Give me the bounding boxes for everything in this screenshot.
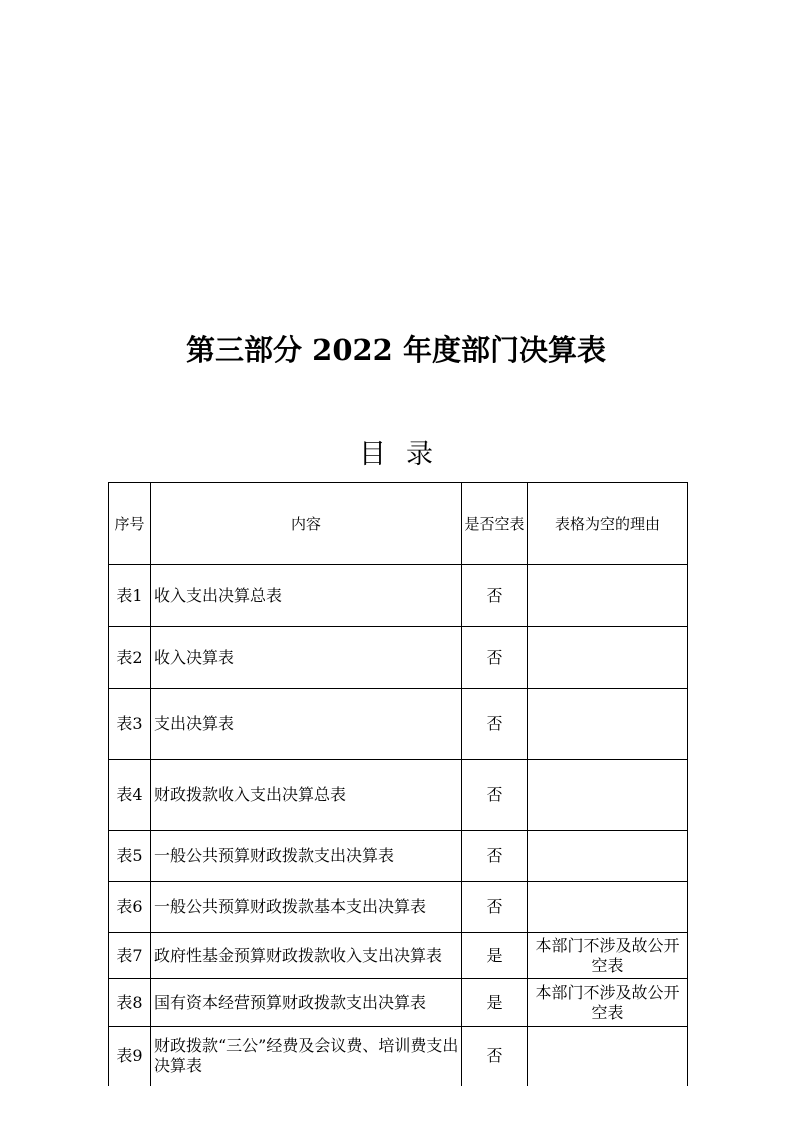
row-is-empty: 否 xyxy=(462,689,528,760)
toc-table xyxy=(108,482,688,1086)
row-no: 表5 xyxy=(109,831,151,882)
row-no: 表7 xyxy=(109,933,151,979)
row-reason xyxy=(528,882,688,933)
row-content: 政府性基金预算财政拨款收入支出决算表 xyxy=(151,933,462,979)
row-no: 表6 xyxy=(109,882,151,933)
row-reason xyxy=(528,565,688,627)
header-no: 序号 xyxy=(109,483,151,565)
row-content: 一般公共预算财政拨款支出决算表 xyxy=(151,831,462,882)
part-title: 第三部分 2022 年度部门决算表 xyxy=(186,333,606,367)
row-content: 支出决算表 xyxy=(151,689,462,760)
row-is-empty: 是 xyxy=(462,979,528,1027)
row-is-empty: 否 xyxy=(462,760,528,831)
row-content: 收入支出决算总表 xyxy=(151,565,462,627)
row-is-empty: 否 xyxy=(462,565,528,627)
table-header-row xyxy=(109,483,688,565)
row-content: 一般公共预算财政拨款基本支出决算表 xyxy=(151,882,462,933)
row-reason: 本部门不涉及故公开空表 xyxy=(528,933,688,979)
row-is-empty: 否 xyxy=(462,1027,528,1086)
row-reason xyxy=(528,760,688,831)
table-row xyxy=(109,831,688,882)
row-no: 表9 xyxy=(109,1027,151,1086)
header-content: 内容 xyxy=(151,483,462,565)
row-no: 表2 xyxy=(109,627,151,689)
row-content: 财政拨款收入支出决算总表 xyxy=(151,760,462,831)
row-reason xyxy=(528,689,688,760)
row-no: 表1 xyxy=(109,565,151,627)
table-row xyxy=(109,933,688,979)
table-row xyxy=(109,565,688,627)
table-row xyxy=(109,760,688,831)
row-reason xyxy=(528,1027,688,1086)
row-content: 国有资本经营预算财政拨款支出决算表 xyxy=(151,979,462,1027)
row-no: 表3 xyxy=(109,689,151,760)
row-reason xyxy=(528,627,688,689)
table-row xyxy=(109,627,688,689)
table-row xyxy=(109,689,688,760)
row-is-empty: 否 xyxy=(462,882,528,933)
row-is-empty: 否 xyxy=(462,831,528,882)
table-row xyxy=(109,979,688,1027)
row-no: 表8 xyxy=(109,979,151,1027)
row-reason: 本部门不涉及故公开空表 xyxy=(528,979,688,1027)
row-reason xyxy=(528,831,688,882)
table-row xyxy=(109,1027,688,1086)
toc-title: 目录 xyxy=(359,439,453,470)
row-is-empty: 是 xyxy=(462,933,528,979)
table-row xyxy=(109,882,688,933)
header-reason: 表格为空的理由 xyxy=(528,483,688,565)
row-no: 表4 xyxy=(109,760,151,831)
header-is-empty: 是否空表 xyxy=(462,483,528,565)
row-is-empty: 否 xyxy=(462,627,528,689)
row-content: 收入决算表 xyxy=(151,627,462,689)
row-content: 财政拨款“三公”经费及会议费、培训费支出决算表 xyxy=(151,1027,462,1086)
